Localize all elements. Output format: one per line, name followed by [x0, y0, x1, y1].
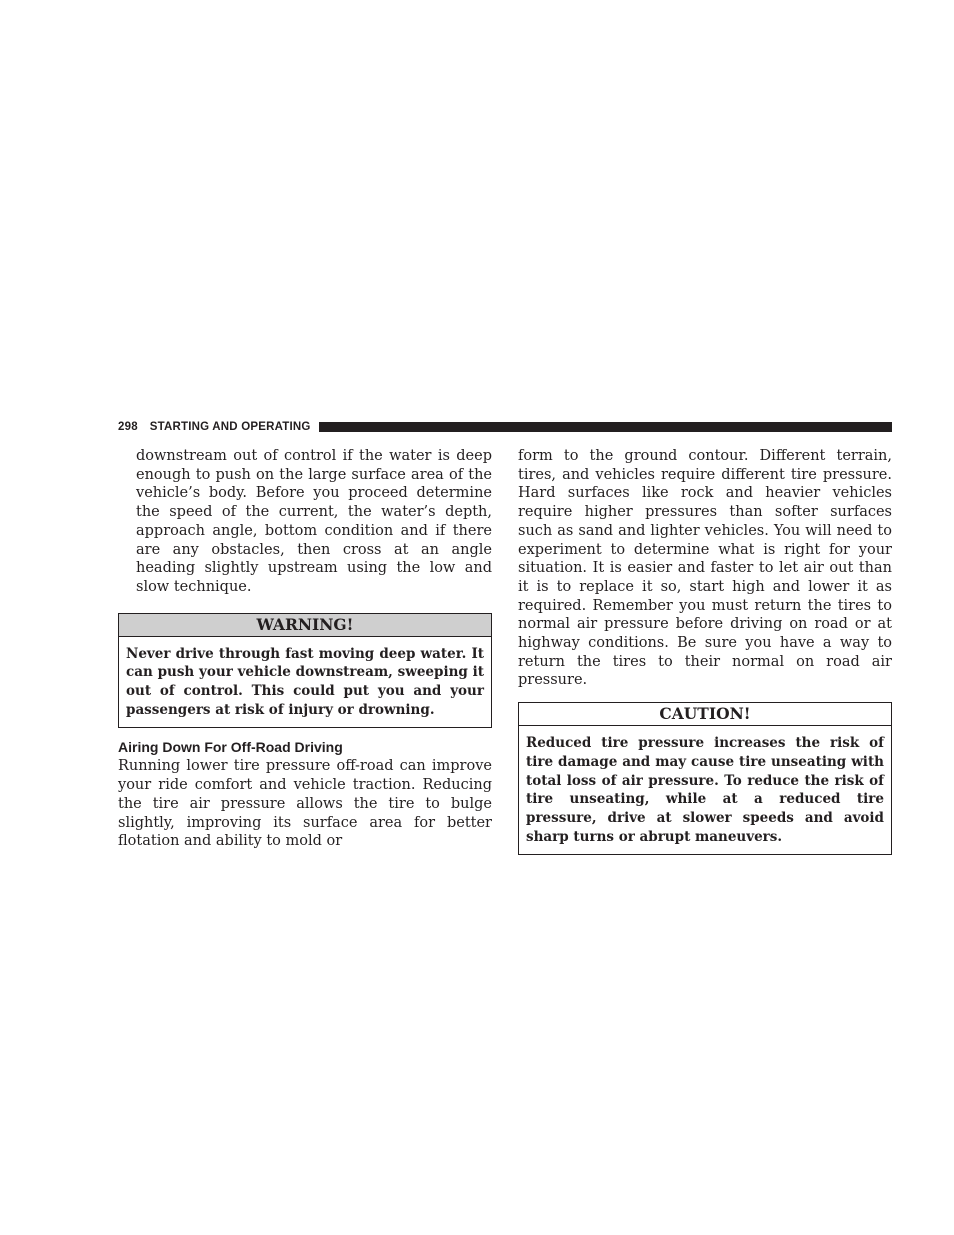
warning-body: Never drive through fast moving deep water. It can push your vehicle downstream, sweeping it out of control. This could put you and your passengers at risk of injury or drowning.: [126, 645, 484, 718]
caution-box: [518, 702, 892, 855]
warning-title: WARNING!: [119, 614, 491, 637]
left-column: [118, 447, 492, 851]
intro-paragraph: downstream out of control if the water is deep enough to push on the large surface area of the vehicle’s body. Before you proceed determine the speed of the current, the water’s depth, approach angle, bottom condition and if there are any obstacles, then cross at an angle heading slightly upstream using the low and slow technique.: [136, 448, 492, 595]
airing-down-paragraph: Running lower tire pressure off-road can improve your ride comfort and vehicle traction. Reducing the tire air pressure allows the tire to bulge slightly, improving its surface area for better flotation and ability to mold or: [118, 758, 492, 850]
page-number: 298: [118, 421, 138, 433]
airing-down-heading: Airing Down For Off-Road Driving: [118, 739, 343, 756]
header-rule: [319, 422, 892, 432]
right-column: [518, 447, 892, 855]
page-header: [118, 419, 892, 435]
continued-paragraph: form to the ground contour. Different terrain, tires, and vehicles require different tire pressure. Hard surfaces like rock and heavier vehicles require higher pressures than softer surfaces such as sand and lighter vehicles. You will need to experiment to determine what is right for your situation. It is easier and faster to let air out than it is to replace it so, start high and lower it as required. Remember you must return the tires to normal air pressure before driving on road or at highway conditions. Be sure you have a way to return the tires to their normal on road air pressure.: [518, 448, 892, 689]
caution-title: CAUTION!: [519, 703, 891, 726]
warning-box: [118, 613, 492, 729]
section-title: STARTING AND OPERATING: [149, 421, 311, 433]
caution-body: Reduced tire pressure increases the risk of tire damage and may cause tire unseating with total loss of air pressure. To reduce the risk of tire unseating, while at a reduced tire pressure, drive at slower speeds and avoid sharp turns or abrupt maneuvers.: [526, 735, 884, 845]
